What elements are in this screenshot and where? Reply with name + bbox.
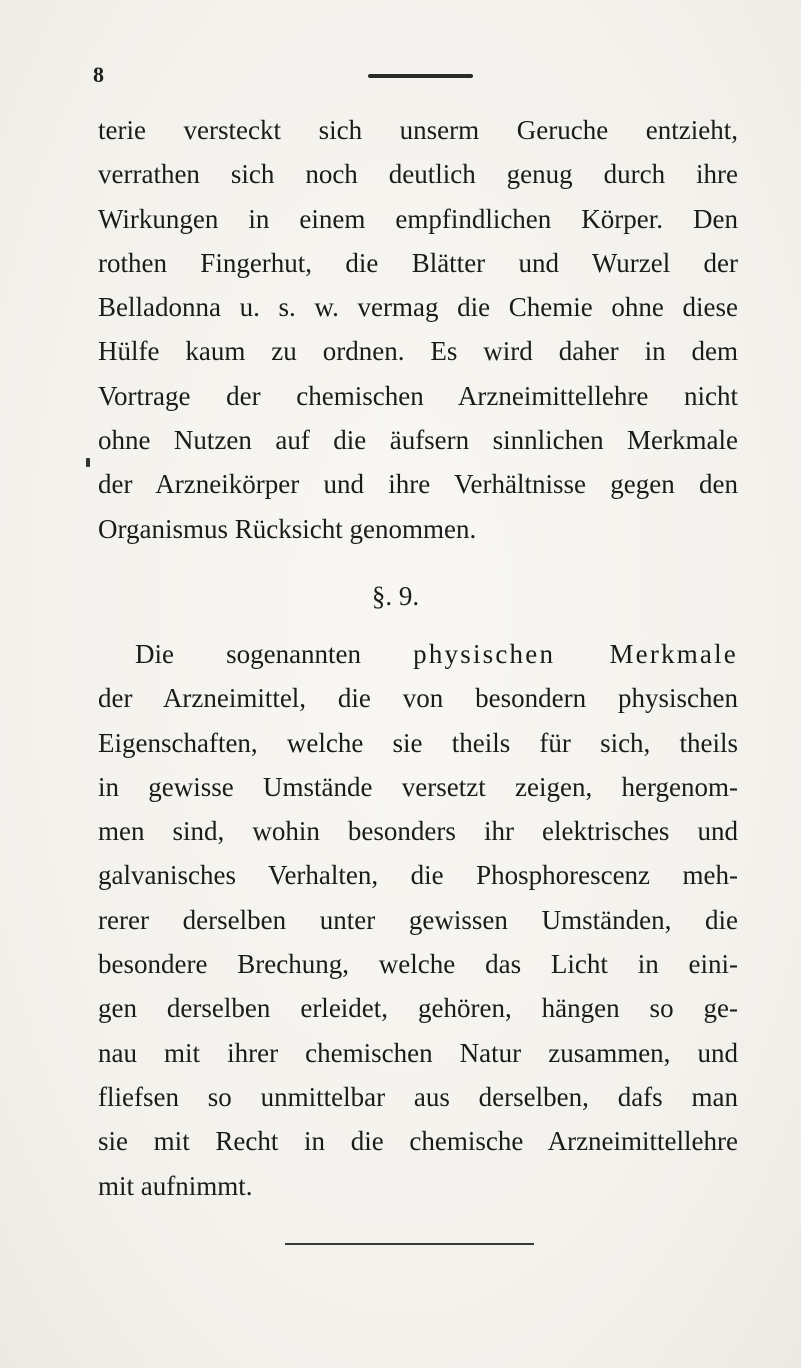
first-line-start: Die sogenannten: [135, 639, 362, 669]
text-line: in gewisse Umstände versetzt zeigen, hergenom-: [98, 771, 738, 802]
text-line: nau mit ihrer chemischen Natur zusammen, und: [98, 1037, 738, 1068]
text-line: men sind, wohin besonders ihr elektrisches und: [98, 816, 738, 847]
text-line: Vortrage der chemischen Arzneimittellehre nicht: [98, 380, 738, 411]
text-line: Hülfe kaum zu ordnen. Es wird daher in dem: [98, 336, 738, 367]
text-line: gen derselben erleidet, gehören, hängen so ge-: [98, 993, 738, 1024]
paragraph-1: [98, 108, 738, 551]
page-number: 8: [93, 62, 104, 87]
text-line: verrathen sich noch deutlich genug durch ihre: [98, 159, 738, 190]
text-line: der Arzneimittel, die von besondern physischen: [98, 683, 738, 714]
text-line: [98, 632, 738, 676]
text-line: besondere Brechung, welche das Licht in eini-: [98, 949, 738, 980]
text-line: mit aufnimmt.: [98, 1170, 253, 1201]
text-line: galvanisches Verhalten, die Phosphorescenz meh-: [98, 860, 738, 891]
emphasized-term: physischen Merkmale: [413, 639, 738, 669]
paragraph-2: [98, 632, 738, 1208]
text-line: sie mit Recht in die chemische Arzneimittellehre: [98, 1126, 738, 1157]
text-line: rerer derselben unter gewissen Umständen, die: [98, 904, 738, 935]
text-line: Wirkungen in einem empfindlichen Körper. Den: [98, 203, 738, 234]
section-heading: §. 9.: [371, 581, 420, 611]
header-rule: [368, 74, 473, 78]
text-line: Eigenschaften, welche sie theils für sich, theils: [98, 727, 738, 758]
text-line: rothen Fingerhut, die Blätter und Wurzel der: [98, 247, 738, 278]
text-line: fliefsen so unmittelbar aus derselben, dafs man: [98, 1081, 738, 1112]
text-line: Organismus Rücksicht genommen.: [98, 513, 477, 544]
text-line: Belladonna u. s. w. vermag die Chemie ohne diese: [98, 292, 738, 323]
text-line: der Arzneikörper und ihre Verhältnisse gegen den: [98, 469, 738, 500]
footer-rule: [285, 1243, 534, 1245]
text-line: terie versteckt sich unserm Geruche entzieht,: [98, 115, 738, 145]
ink-speck: [86, 458, 90, 467]
text-line: ohne Nutzen auf die äufsern sinnlichen Merkmale: [98, 425, 738, 456]
